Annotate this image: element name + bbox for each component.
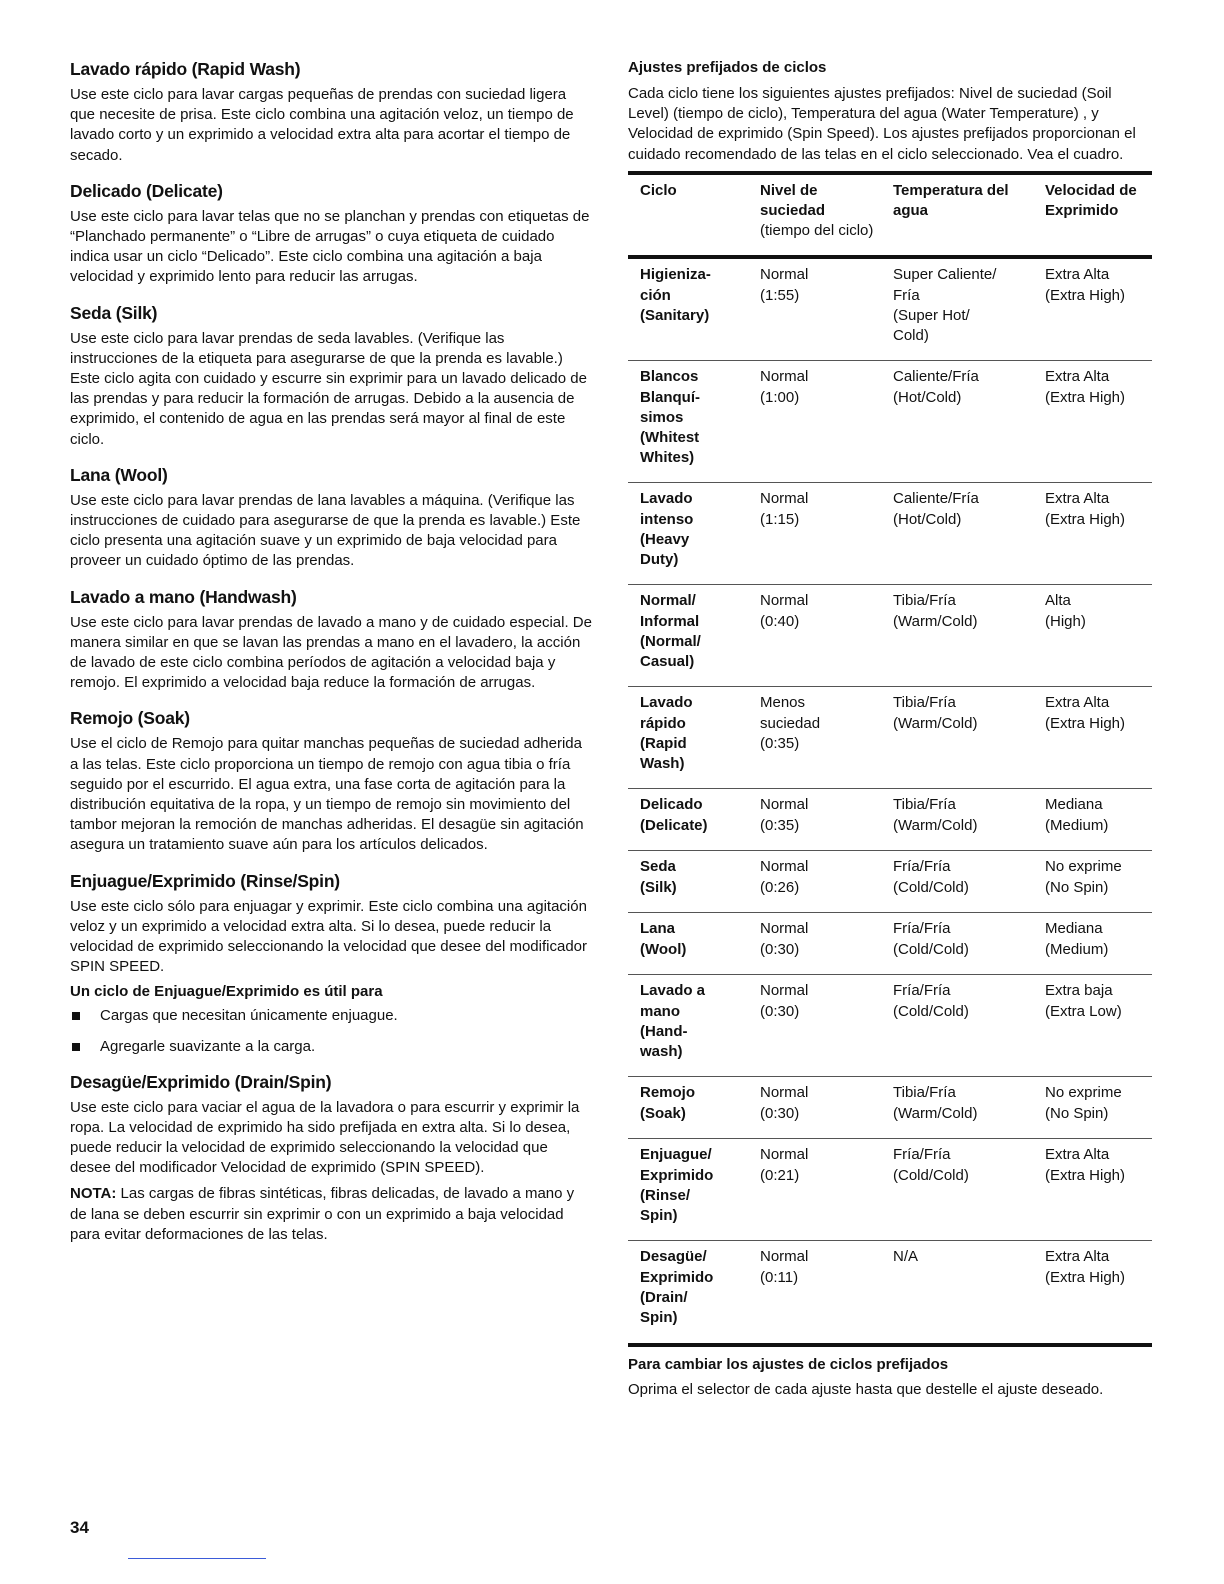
cell-spin: Alta (High): [1045, 592, 1086, 630]
cell-temp: N/A: [893, 1248, 919, 1266]
table-row: [628, 913, 1152, 975]
cell-spin: Extra Alta (Extra High): [1045, 1146, 1126, 1184]
list-item-text: Agregarle suavizante a la carga.: [100, 1037, 316, 1055]
table-row: [628, 1139, 1152, 1241]
cell-cycle: Blancos Blanquí- simos (Whitest Whites): [640, 368, 700, 467]
cell-soil: Normal (1:55): [760, 266, 809, 304]
table-row: [628, 483, 1152, 585]
section-rinse-spin: [70, 870, 592, 1057]
table-header-row: [628, 175, 1152, 260]
cell-cycle: Enjuague/ Exprimido (Rinse/ Spin): [640, 1146, 714, 1225]
table-row: [628, 687, 1152, 789]
table-row: [628, 1241, 1152, 1343]
section-title: Lavado a mano (Handwash): [70, 586, 297, 607]
cell-spin: Mediana (Medium): [1045, 796, 1109, 834]
cell-spin: Extra Alta (Extra High): [1045, 1248, 1126, 1286]
table-row: [628, 585, 1152, 687]
cell-soil: Normal (0:30): [760, 982, 809, 1020]
section-delicate: [70, 180, 592, 288]
section-body: Use este ciclo para lavar telas que no se planchan y prendas con etiquetas de “Planchado permanente” o “Libre de arrugas” o cuya etiqueta de cuidado indica usar un ciclo “Delicado”. Este ciclo combina una agitación a baja velocidad y exprimido lento para reducir las arrugas.: [70, 207, 590, 286]
left-column: [70, 58, 592, 1259]
header-soil-label: Nivel de suciedad: [760, 181, 826, 220]
section-title: Delicado (Delicate): [70, 180, 223, 201]
section-handwash: [70, 586, 592, 694]
section-wool: [70, 464, 592, 572]
cell-temp: Tibia/Fría (Warm/Cold): [893, 1084, 978, 1122]
useful-for-list: [70, 1006, 592, 1057]
cell-temp: Fría/Fría (Cold/Cold): [893, 982, 969, 1020]
cell-temp: Tibia/Fría (Warm/Cold): [893, 796, 978, 834]
section-title: Lana (Wool): [70, 464, 168, 485]
table-bottom-rule: [628, 1343, 1152, 1347]
section-silk: [70, 302, 592, 450]
section-body: Use este ciclo para vaciar el agua de la lavadora o para escurrir y exprimir la ropa. La velocidad de exprimido ha sido prefijada en extra alta. Si lo desea, puede reducir la velocidad de exprimido seleccionando la velocidad que desee del modificador Velocidad de exprimido (SPIN SPEED).: [70, 1098, 580, 1177]
bullet-square-icon: [72, 1043, 80, 1051]
section-title: Enjuague/Exprimido (Rinse/Spin): [70, 870, 340, 891]
header-cycle: Ciclo: [640, 181, 677, 199]
cell-temp: Fría/Fría (Cold/Cold): [893, 858, 969, 896]
cell-temp: Caliente/Fría (Hot/Cold): [893, 490, 979, 528]
cell-temp: Fría/Fría (Cold/Cold): [893, 1146, 969, 1184]
cell-cycle: Normal/ Informal (Normal/ Casual): [640, 592, 701, 671]
list-item: [70, 1037, 592, 1057]
page-number: 34: [70, 1518, 89, 1537]
cell-soil: Normal (1:00): [760, 368, 809, 406]
cell-cycle: Remojo (Soak): [640, 1084, 696, 1122]
cell-cycle: Desagüe/ Exprimido (Drain/ Spin): [640, 1248, 714, 1327]
section-title: Desagüe/Exprimido (Drain/Spin): [70, 1071, 332, 1092]
note-paragraph: [70, 1184, 592, 1245]
table-row: [628, 1077, 1152, 1139]
cell-spin: No exprime (No Spin): [1045, 858, 1122, 896]
table-row: [628, 789, 1152, 851]
cell-temp: Fría/Fría (Cold/Cold): [893, 920, 969, 958]
cell-spin: Extra Alta (Extra High): [1045, 694, 1126, 732]
section-body: Use este ciclo para lavar prendas de seda lavables. (Verifique las instrucciones de la etiqueta para asegurarse de que la prenda es lavable.) Este ciclo agita con cuidado y escurre sin exprimir para un lavado delicado de las prendas y para reducir la formación de arrugas. Debido a la ausencia de exprimido, el contenido de agua en las prendas será mayor al final de este ciclo.: [70, 329, 587, 448]
section-body: Use este ciclo para lavar prendas de lavado a mano y de cuidado especial. De manera similar en que se lavan las prendas a mano en el lavadero, la acción de lavado de este ciclo combina períodos de agitación a velocidad baja y remojo. El exprimido a velocidad baja reduce la formación de arrugas.: [70, 613, 592, 692]
cell-spin: Extra Alta (Extra High): [1045, 368, 1126, 406]
cell-cycle: Delicado (Delicate): [640, 796, 708, 834]
cell-cycle: Lavado rápido (Rapid Wash): [640, 694, 693, 773]
cell-cycle: Higieniza- ción (Sanitary): [640, 266, 711, 324]
note-text: Las cargas de fibras sintéticas, fibras delicadas, de lavado a mano y de lana se deben escurrir sin exprimir o con un exprimido a baja velocidad para evitar deformaciones de las telas.: [70, 1185, 575, 1243]
useful-for-heading: Un ciclo de Enjuague/Exprimido es útil para: [70, 982, 383, 1000]
presets-intro: Cada ciclo tiene los siguientes ajustes prefijados: Nivel de suciedad (Soil Level) (tiempo de ciclo), Temperatura del agua (Water Temperature) , y Velocidad de exprimido (Spin Speed). Los ajustes prefijados proporcionan el cuidado recomendado de las telas en el ciclo seleccionado. Vea el cuadro.: [628, 85, 1136, 163]
cell-soil: Normal (0:26): [760, 858, 809, 896]
cell-soil: Normal (0:30): [760, 920, 809, 958]
change-presets-section: [628, 1355, 1152, 1400]
presets-heading: Ajustes prefijados de ciclos: [628, 59, 827, 76]
list-item: [70, 1006, 592, 1026]
cell-temp: Tibia/Fría (Warm/Cold): [893, 694, 978, 732]
cell-spin: Extra Alta (Extra High): [1045, 490, 1126, 528]
table-row: [628, 361, 1152, 483]
note-label: NOTA:: [70, 1185, 117, 1203]
table-row: [628, 851, 1152, 913]
cell-soil: Normal (0:11): [760, 1248, 809, 1286]
footer-link-underline: [128, 1558, 266, 1559]
change-presets-heading: Para cambiar los ajustes de ciclos prefijados: [628, 1356, 949, 1374]
header-soil: [748, 181, 881, 242]
change-presets-body: Oprima el selector de cada ajuste hasta que destelle el ajuste deseado.: [628, 1381, 1104, 1399]
cell-soil: Normal (0:21): [760, 1146, 809, 1184]
cell-cycle: Seda (Silk): [640, 858, 677, 896]
cell-cycle: Lana (Wool): [640, 920, 687, 958]
cell-spin: Mediana (Medium): [1045, 920, 1109, 958]
cell-soil: Menos suciedad (0:35): [760, 694, 821, 752]
section-body: Use el ciclo de Remojo para quitar manchas pequeñas de suciedad adherida a las telas. Este ciclo proporciona un tiempo de remojo con agua tibia o fría seguido por el escurrido. El agua extra, una fase corta de agitación para la distribución equitativa de la ropa, y un tiempo de remojo sin movimiento del tambor mejoran la remoción de manchas adheridas. El desagüe sin agitación asegura un tratamiento suave aún para los artículos delicados.: [70, 735, 584, 854]
section-rapid-wash: [70, 58, 592, 166]
list-item-text: Cargas que necesitan únicamente enjuague.: [100, 1006, 398, 1024]
cell-soil: Normal (0:30): [760, 1084, 809, 1122]
bullet-square-icon: [72, 1012, 80, 1020]
section-title: Lavado rápido (Rapid Wash): [70, 59, 301, 79]
header-temp: Temperatura del agua: [893, 181, 1009, 220]
cell-temp: Tibia/Fría (Warm/Cold): [893, 592, 978, 630]
cell-spin: No exprime (No Spin): [1045, 1084, 1122, 1122]
section-body: Use este ciclo sólo para enjuagar y exprimir. Este ciclo combina una agitación veloz y un exprimido a velocidad extra alta. Si lo desea, puede reducir la velocidad de exprimido seleccionando la velocidad que desee del modificador SPIN SPEED.: [70, 897, 587, 976]
section-drain-spin: [70, 1071, 592, 1245]
cell-soil: Normal (0:35): [760, 796, 809, 834]
table-body: [628, 259, 1152, 1343]
cell-cycle: Lavado intenso (Heavy Duty): [640, 490, 694, 569]
section-title: Seda (Silk): [70, 302, 158, 323]
cycle-presets-table: [628, 175, 1152, 1344]
cell-temp: Caliente/Fría (Hot/Cold): [893, 368, 979, 406]
cell-soil: Normal (0:40): [760, 592, 809, 630]
section-soak: [70, 707, 592, 855]
table-row: [628, 259, 1152, 361]
cell-spin: Extra Alta (Extra High): [1045, 266, 1126, 304]
section-body: Use este ciclo para lavar prendas de lana lavables a máquina. (Verifique las instrucciones de cuidado para asegurarse de que la prenda es lavable.) Este ciclo presenta una agitación suave y un exprimido de baja velocidad para proveer un cuidado óptimo de las prendas.: [70, 491, 581, 570]
cell-spin: Extra baja (Extra Low): [1045, 982, 1122, 1020]
section-title: Remojo (Soak): [70, 708, 190, 729]
cell-soil: Normal (1:15): [760, 490, 809, 528]
section-body: Use este ciclo para lavar cargas pequeñas de prendas con suciedad ligera que necesite de prisa. Este ciclo combina una agitación veloz, un tiempo de lavado corto y un exprimido a velocidad extra alta para acortar el tiempo de secado.: [70, 86, 574, 164]
header-spin: Velocidad de Exprimido: [1045, 181, 1137, 220]
cell-cycle: Lavado a mano (Hand- wash): [640, 982, 706, 1061]
header-soil-sub: (tiempo del ciclo): [760, 222, 874, 240]
right-column: [628, 58, 1152, 1401]
table-row: [628, 975, 1152, 1077]
cell-temp: Super Caliente/ Fría (Super Hot/ Cold): [893, 266, 997, 345]
